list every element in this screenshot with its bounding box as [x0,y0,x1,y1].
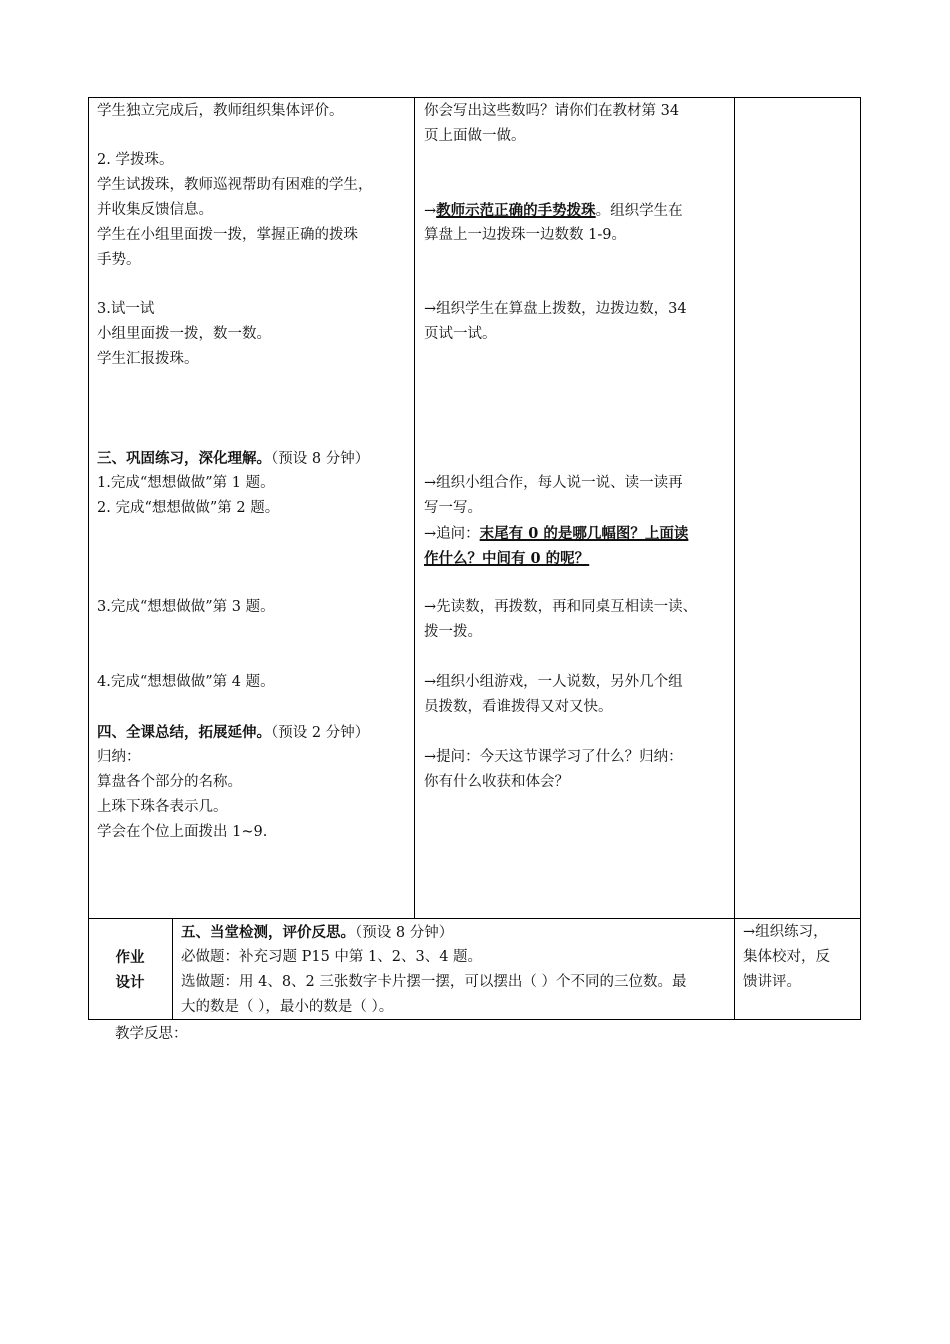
column-divider-right [734,97,735,1019]
table-right-border [860,97,861,1019]
left-text-line: 归纳： [97,749,141,765]
mid-text-segment: →追问： [424,526,480,542]
mid-text-line: →先读数，再拨数，再和同桌互相读一读、 [424,599,698,615]
homework-label-1: 作业 [115,949,145,966]
section-3-time: （预设 8 分钟） [271,451,370,467]
mid-text-line: 你有什么收获和体会？ [424,774,569,790]
left-text-line: 学会在个位上面拨出 1~9. [97,824,268,840]
mid-text-line: 算盘上一边拨珠一边数数 1-9。 [424,227,626,243]
left-text-line: 2. 完成“想想做做”第 2 题。 [97,500,280,516]
section-4-title: 四、全课总结，拓展延伸。 [97,724,271,741]
section-5-time: （预设 8 分钟） [355,925,454,941]
mid-text-line: 员拨数，看谁拨得又对又快。 [424,699,613,715]
mid-text-segment: 。组织学生在 [595,203,683,219]
mid-text-line: 页试一试。 [424,326,497,342]
homework-line: 大的数是（ ），最小的数是（ ）。 [181,999,394,1015]
left-text-line: 手势。 [97,252,141,268]
mid-text-line: →组织学生在算盘上拨数，边拨边数，34 [424,301,687,317]
mid-text-line [424,521,688,547]
emphasis-text: 末尾有 0 的是哪几幅图？上面读 [479,525,689,542]
column-divider-left [414,97,415,919]
section-4-time: （预设 2 分钟） [271,725,370,741]
teaching-reflection-label: 教学反思： [115,1026,188,1042]
left-text-line: 算盘各个部分的名称。 [97,774,242,790]
homework-right-line: 集体校对，反 [743,949,830,965]
mid-text-line [424,198,683,224]
table-top-border [88,97,861,98]
homework-label-2: 设计 [115,974,145,991]
homework-line: 必做题：补充习题 P15 中第 1、2、3、4 题。 [181,949,483,965]
section-3-title: 三、巩固练习，深化理解。 [97,450,271,467]
arrow-glyph: → [424,203,437,219]
homework-right-line: 馈讲评。 [743,974,801,990]
left-text-line: 上珠下珠各表示几。 [97,799,228,815]
left-text-line: 并收集反馈信息。 [97,202,213,218]
emphasis-text: 教师示范正确的手势拨珠 [436,202,596,219]
mid-text-line: 你会写出这些数吗？请你们在教材第 34 [424,103,680,119]
homework-line: 选做题：用 4、8、2 三张数字卡片摆一摆，可以摆出（ ）个不同的三位数。最 [181,974,687,990]
left-text-line: 3.试一试 [97,301,155,317]
homework-row-border [88,918,861,919]
left-text-line: 1.完成“想想做做”第 1 题。 [97,475,275,491]
section-5-title: 五、当堂检测，评价反思。 [181,924,355,941]
mid-text-line: 拨一拨。 [424,624,482,640]
section-3-heading [97,446,369,472]
mid-text-line: →提问：今天这节课学习了什么？归纳： [424,749,683,765]
homework-label-divider [172,918,173,1019]
left-text-line: 3.完成“想想做做”第 3 题。 [97,599,275,615]
left-text-line: 学生独立完成后，教师组织集体评价。 [97,103,344,119]
left-text-line: 4.完成“想想做做”第 4 题。 [97,674,275,690]
mid-text-line: 页上面做一做。 [424,128,526,144]
left-text-line: 2. 学拨珠。 [97,152,174,168]
section-4-heading [97,720,369,746]
left-text-line: 小组里面拨一拨，数一数。 [97,326,271,342]
emphasis-text: 作什么？中间有 0 的呢？ [424,550,590,567]
mid-text-line: 写一写。 [424,500,482,516]
left-text-line: 学生试拨珠，教师巡视帮助有困难的学生， [97,177,373,193]
left-text-line: 学生在小组里面拨一拨，掌握正确的拨珠 [97,227,358,243]
left-text-line: 学生汇报拨珠。 [97,351,199,367]
table-left-border [88,97,89,1019]
section-5-heading [181,920,453,946]
mid-text-line: →组织小组游戏，一人说数，另外几个组 [424,674,683,690]
homework-right-line: →组织练习， [743,924,828,940]
mid-text-line: →组织小组合作，每人说一说、读一读再 [424,475,683,491]
